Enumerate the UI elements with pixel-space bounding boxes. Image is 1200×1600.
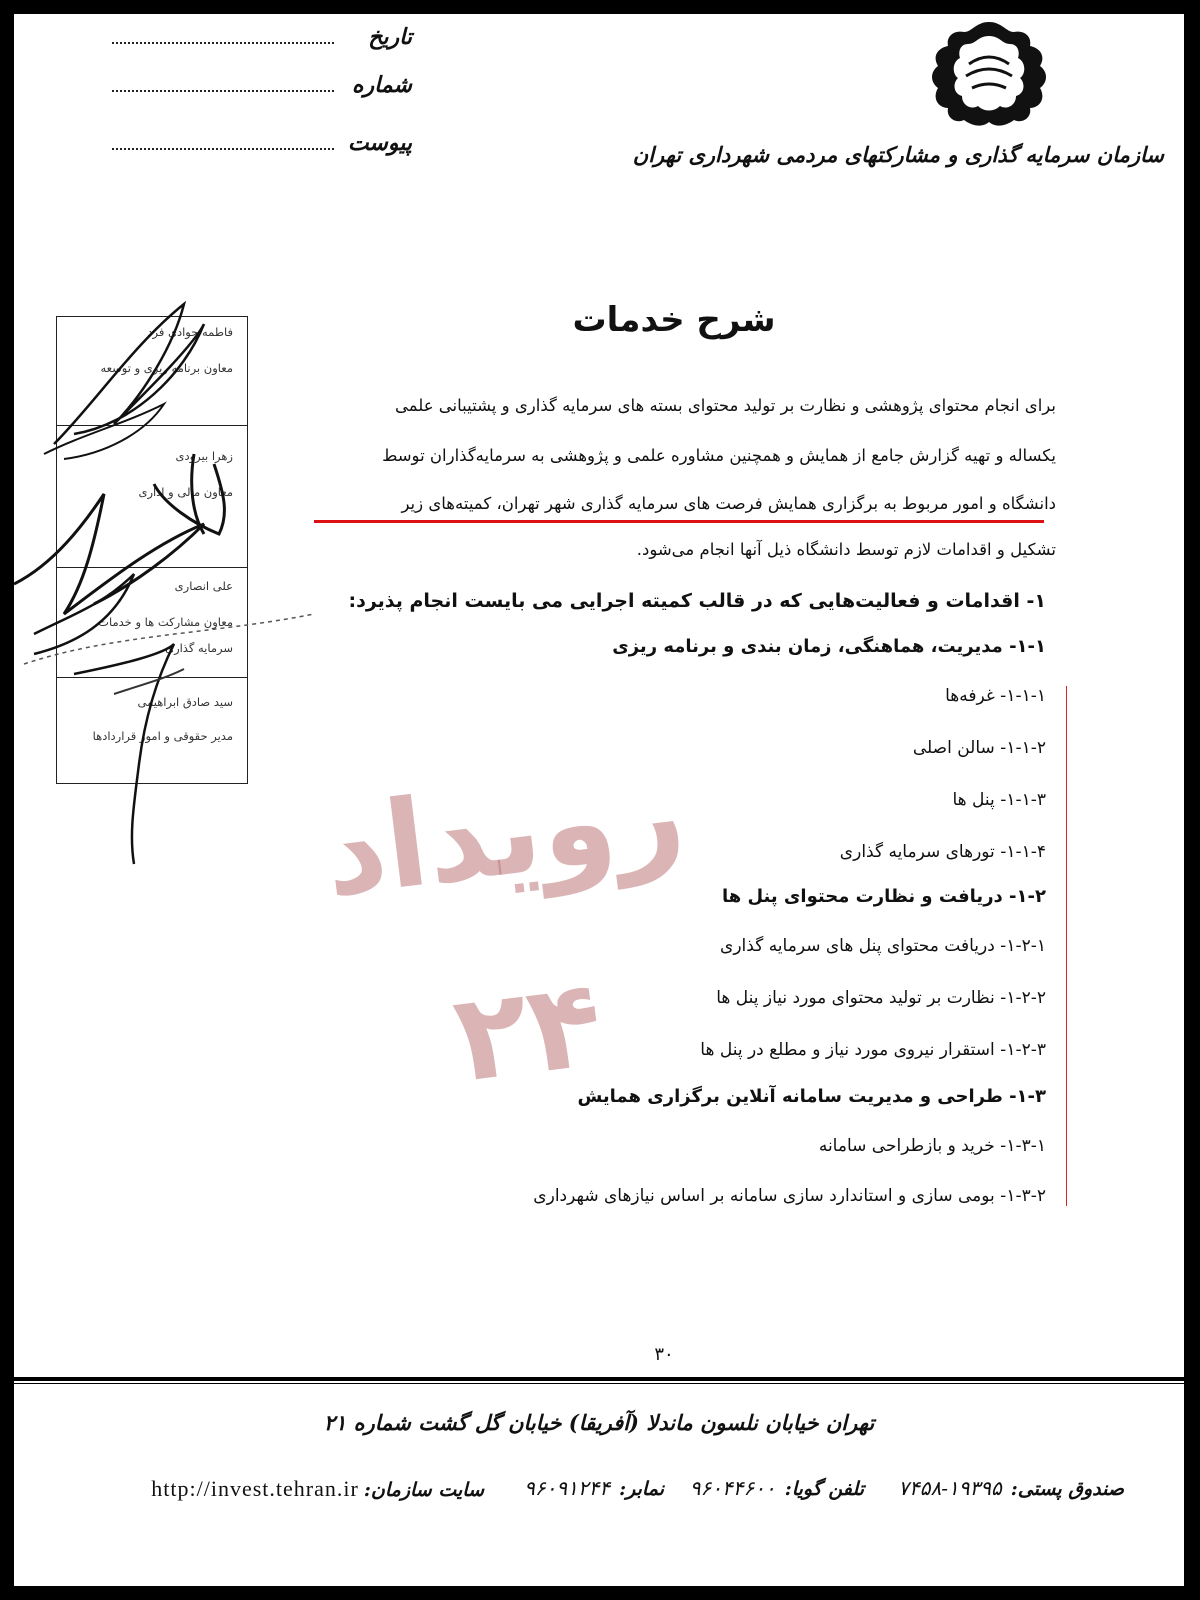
stamp-row xyxy=(57,679,247,781)
list-item: ۱-۱-۲- سالن اصلی xyxy=(912,738,1046,758)
watermark: رویداد ۲۴ xyxy=(316,742,692,1110)
website xyxy=(151,1476,484,1506)
intro-line: برای انجام محتوای پژوهشی و نظارت بر تولید محتوای بسته های سرمایه گذاری و پشتیبانی علمی xyxy=(394,396,1056,415)
footer-address: تهران خیابان نلسون ماندلا (آفریقا) خیابان گل گشت شماره ۲۱ xyxy=(323,1410,875,1435)
list-item: ۱-۲-۱- دریافت محتوای پنل های سرمایه گذاری xyxy=(720,936,1046,956)
attachment-dotted-line xyxy=(112,148,334,150)
date-field xyxy=(112,18,412,52)
footer-divider xyxy=(14,1383,1184,1384)
subsection-heading: ۱-۳- طراحی و مدیریت سامانه آنلاین برگزاری همایش xyxy=(577,1086,1046,1107)
website-url[interactable]: http://invest.tehran.ir xyxy=(151,1476,359,1501)
subsection-heading: ۱-۲- دریافت و نظارت محتوای پنل ها xyxy=(721,886,1046,907)
organization-name: سازمان سرمایه گذاری و مشارکتهای مردمی شهرداری تهران xyxy=(632,142,1164,167)
list-item: ۱-۳-۲- بومی سازی و استاندارد سازی سامانه بر اساس نیازهای شهرداری xyxy=(533,1186,1046,1206)
phone-label: تلفن گویا: xyxy=(784,1478,864,1500)
tehran-municipality-logo-icon xyxy=(914,18,1064,128)
red-underline-mark xyxy=(314,520,1044,523)
intro-line: یکساله و تهیه گزارش جامع از همایش و همچنین مشاوره علمی و پژوهشی به سرمایه‌گذاران توسط xyxy=(382,446,1056,465)
stamp-name: علی انصاری xyxy=(174,579,233,593)
po-box xyxy=(894,1476,1124,1506)
date-dotted-line xyxy=(112,42,334,44)
stamp-row xyxy=(57,569,247,678)
list-item: ۱-۱-۳- پنل ها xyxy=(952,790,1046,810)
attachment-label: پیوست xyxy=(347,130,412,156)
page-number: ۳۰ xyxy=(654,1344,674,1365)
list-item: ۱-۳-۱- خرید و بازطراحی سامانه xyxy=(818,1136,1046,1156)
subsection-heading: ۱-۱- مدیریت، هماهنگی، زمان بندی و برنامه ریزی xyxy=(612,636,1046,657)
number-field xyxy=(112,66,412,100)
fax-label: نمابر: xyxy=(619,1478,664,1500)
document-page xyxy=(14,14,1184,1586)
red-margin-line xyxy=(1066,686,1067,1206)
stamp-row xyxy=(57,317,247,426)
stamp-name: زهرا بیرودی xyxy=(175,449,233,463)
phone xyxy=(686,1476,864,1506)
footer-divider xyxy=(14,1377,1184,1381)
po-box-label: صندوق پستی: xyxy=(1010,1478,1124,1500)
signature-stamp xyxy=(56,316,248,784)
date-label: تاریخ xyxy=(368,24,412,50)
list-item: ۱-۲-۲- نظارت بر تولید محتوای مورد نیاز پنل ها xyxy=(716,988,1046,1008)
list-item: ۱-۱-۱- غرفه‌ها xyxy=(945,686,1046,706)
intro-line: تشکیل و اقدامات لازم توسط دانشگاه ذیل آنها انجام می‌شود. xyxy=(636,540,1056,559)
number-dotted-line xyxy=(112,90,334,92)
intro-line: دانشگاه و امور مربوط به برگزاری همایش فرصت های سرمایه گذاری شهر تهران، کمیته‌های زیر xyxy=(401,494,1056,513)
fax xyxy=(520,1476,664,1506)
stamp-role: معاون برنامه ریزی و توسعه xyxy=(100,361,233,375)
section-heading: ۱- اقدامات و فعالیت‌هایی که در قالب کمیته اجرایی می بایست انجام پذیرد: xyxy=(348,590,1046,612)
attachment-field xyxy=(112,124,412,158)
list-item: ۱-۱-۴- تورهای سرمایه گذاری xyxy=(839,842,1046,862)
phone-value: ۹۶۰۴۴۶۰۰ xyxy=(689,1476,776,1500)
page-title: شرح خدمات xyxy=(572,300,776,340)
po-box-value: ۱۹۳۹۵-۷۴۵۸ xyxy=(898,1476,1002,1500)
number-label: شماره xyxy=(351,72,412,98)
stamp-role: معاون مشارکت ها و خدمات سرمایه گذاری xyxy=(98,615,233,655)
list-item: ۱-۲-۳- استقرار نیروی مورد نیاز و مطلع در پنل ها xyxy=(700,1040,1046,1060)
stamp-row xyxy=(57,427,247,568)
stamp-role: معاون مالی و اداری xyxy=(138,485,233,499)
website-label: سایت سازمان: xyxy=(363,1479,484,1501)
stamp-name: سید صادق ابراهیمی xyxy=(137,695,233,709)
stamp-role: مدیر حقوقی و امور قراردادها xyxy=(92,729,233,743)
fax-value: ۹۶۰۹۱۲۴۴ xyxy=(524,1476,611,1500)
stamp-name: فاطمه جوادی فرد xyxy=(147,325,233,339)
